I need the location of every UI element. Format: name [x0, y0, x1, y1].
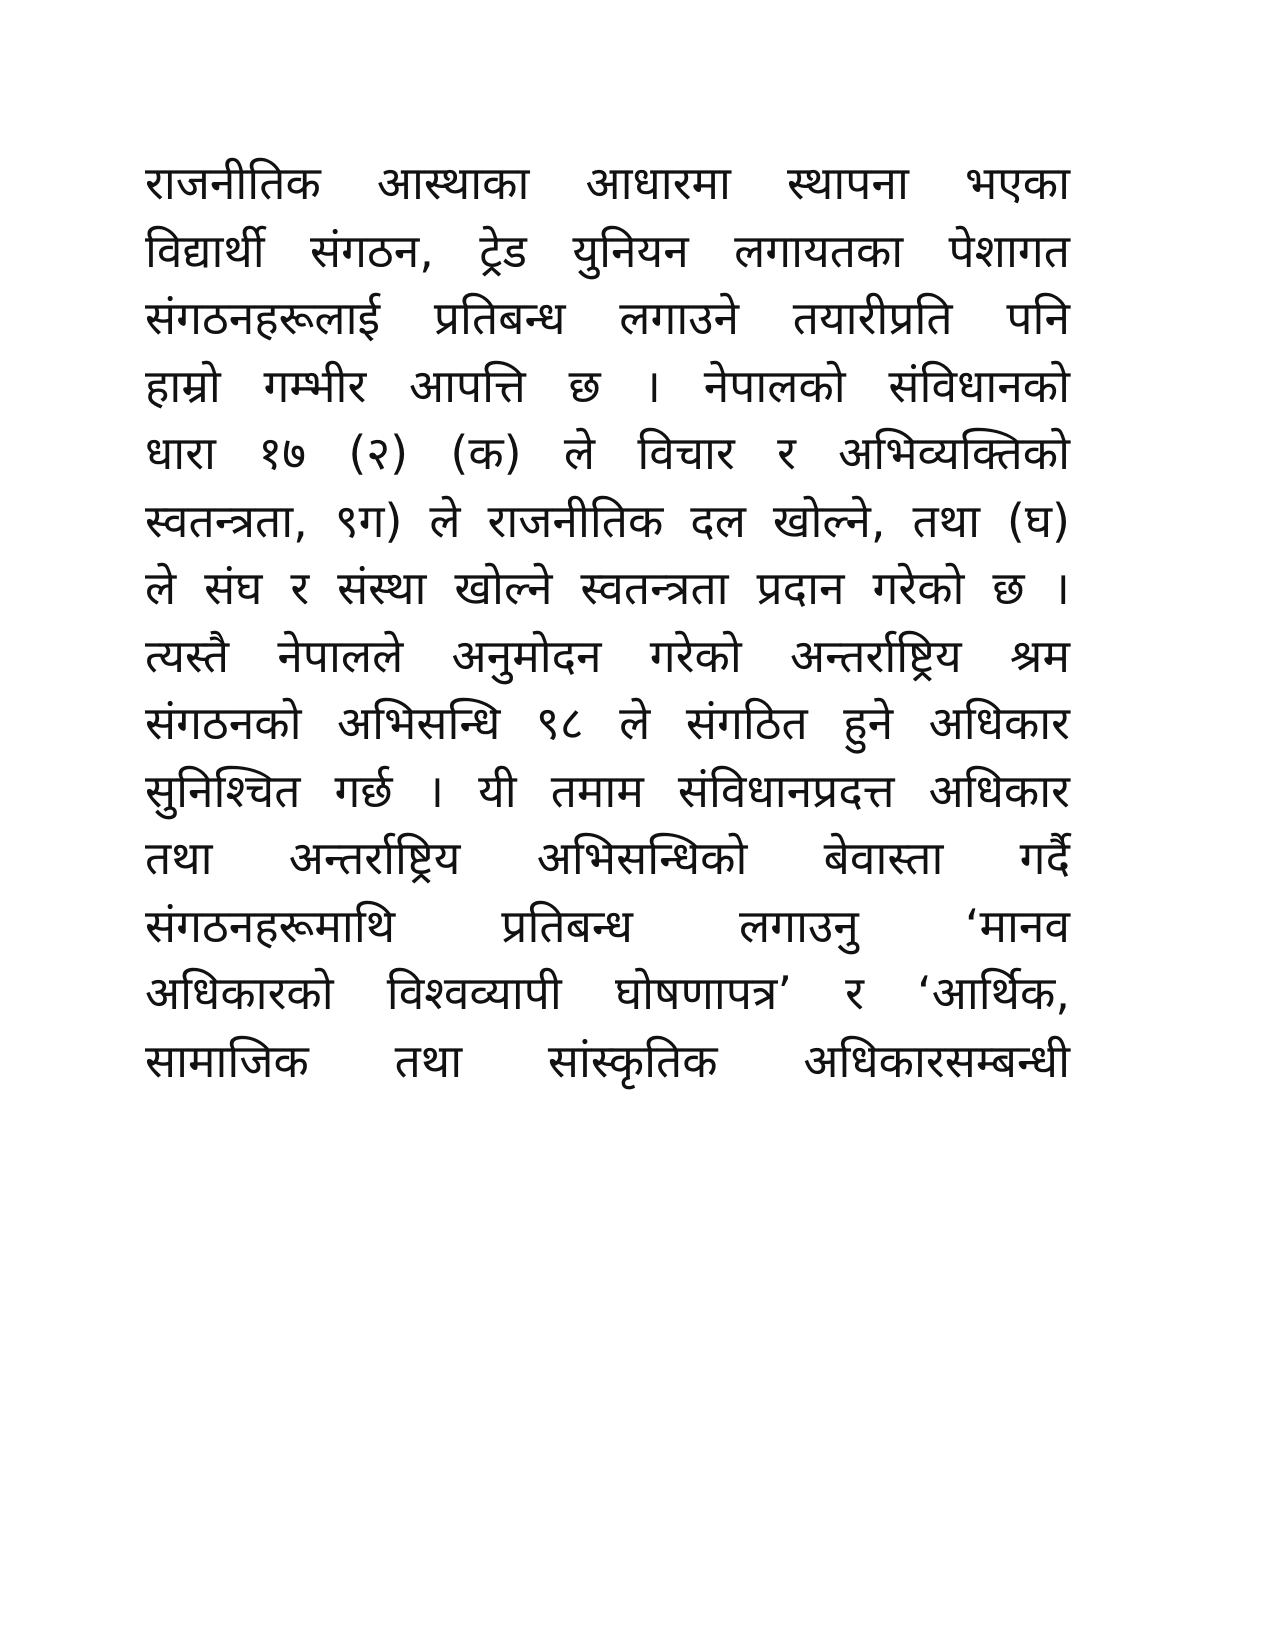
text-line: राजनीतिक आस्थाका आधारमा स्थापना भएका [145, 156, 1070, 210]
text-line: हाम्रो गम्भीर आपत्ति छ । नेपालको संविधानको [145, 358, 1070, 413]
text-line: त्यस्तै नेपालले अनुमोदन गरेको अन्तर्राष्ट्रिय श्रम [145, 628, 1070, 683]
text-line: संगठनहरूमाथि प्रतिबन्ध लगाउनु ‘मानव [145, 898, 1070, 953]
text-line: स्वतन्त्रता, ९ग) ले राजनीतिक दल खोल्ने, तथा (घ) [145, 493, 1070, 548]
text-line: तथा अन्तर्राष्ट्रिय अभिसन्धिको बेवास्ता गर्दै [145, 831, 1070, 885]
text-line: धारा १७ (२) (क) ले विचार र अभिव्यक्तिको [145, 426, 1070, 480]
text-line: सुनिश्चित गर्छ । यी तमाम संविधानप्रदत्त अधिकार [145, 763, 1070, 818]
text-line: विद्यार्थी संगठन, ट्रेड युनियन लगायतका पेशागत [145, 223, 1070, 278]
text-line: संगठनहरूलाई प्रतिबन्ध लगाउने तयारीप्रति पनि [145, 291, 1070, 345]
text-line: अधिकारको विश्वव्यापी घोषणापत्र’ र ‘आर्थिक, [145, 966, 1070, 1020]
text-line: सामाजिक तथा सांस्कृतिक अधिकारसम्बन्धी [145, 1033, 1070, 1088]
text-line: ले संघ र संस्था खोल्ने स्वतन्त्रता प्रदान गरेको छ । [145, 561, 1070, 615]
text-line: संगठनको अभिसन्धि ९८ ले संगठित हुने अधिकार [145, 696, 1070, 750]
body-paragraph [145, 150, 1070, 1095]
